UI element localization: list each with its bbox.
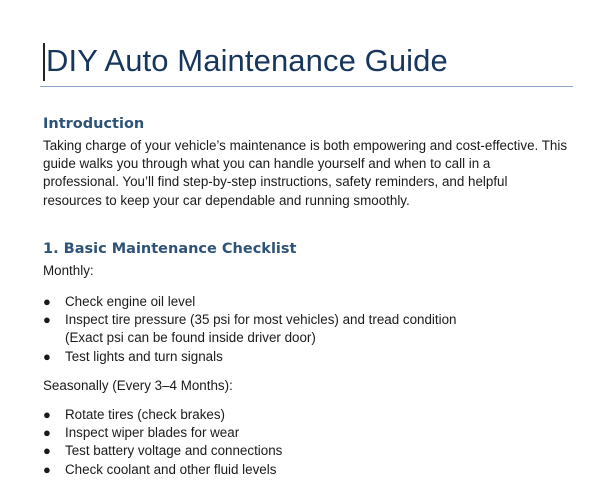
bullet-icon: ● xyxy=(43,443,51,459)
list-item[interactable] xyxy=(43,348,457,366)
list-item-text: Inspect tire pressure (35 psi for most vehicles) and tread condition xyxy=(65,312,457,328)
monthly-label[interactable]: Monthly: xyxy=(43,263,94,278)
list-item[interactable] xyxy=(43,424,282,442)
list-item-text: Check engine oil level xyxy=(65,294,196,309)
title-block xyxy=(40,40,573,87)
list-item[interactable] xyxy=(43,442,282,460)
list-item[interactable] xyxy=(43,461,282,479)
list-item-text: Test lights and turn signals xyxy=(65,348,223,364)
list-item[interactable] xyxy=(43,406,282,424)
checklist-heading[interactable]: 1. Basic Maintenance Checklist xyxy=(43,241,297,257)
seasonal-list xyxy=(43,406,282,479)
list-item-text: Inspect wiper blades for wear xyxy=(65,425,240,441)
intro-line: professional. You’ll find step-by-step instructions, safety reminders, and helpful xyxy=(43,174,508,190)
intro-paragraph[interactable] xyxy=(43,137,583,210)
bullet-icon: ● xyxy=(43,312,51,328)
seasonal-label[interactable]: Seasonally (Every 3–4 Months): xyxy=(43,378,233,393)
list-item[interactable] xyxy=(43,311,457,347)
document-title[interactable]: DIY Auto Maintenance Guide xyxy=(46,43,448,78)
list-item-text: Check coolant and other fluid levels xyxy=(65,461,277,477)
intro-heading[interactable]: Introduction xyxy=(43,116,145,132)
bullet-icon: ● xyxy=(43,425,51,441)
text-cursor xyxy=(43,43,45,81)
monthly-list xyxy=(43,293,457,366)
bullet-icon: ● xyxy=(43,407,51,422)
list-item-text: Test battery voltage and connections xyxy=(65,443,283,459)
list-item[interactable] xyxy=(43,293,457,311)
intro-line: Taking charge of your vehicle’s maintenance is both empowering and cost-effective. This xyxy=(43,138,568,153)
bullet-icon: ● xyxy=(43,461,51,477)
list-item-subtext: (Exact psi can be found inside driver door) xyxy=(65,330,316,346)
intro-line: guide walks you through what you can handle yourself and when to call in a xyxy=(43,156,491,172)
list-item-text: Rotate tires (check brakes) xyxy=(65,407,226,422)
intro-line: resources to keep your car dependable and running smoothly. xyxy=(43,192,410,208)
bullet-icon: ● xyxy=(43,348,51,364)
bullet-icon: ● xyxy=(43,294,51,309)
